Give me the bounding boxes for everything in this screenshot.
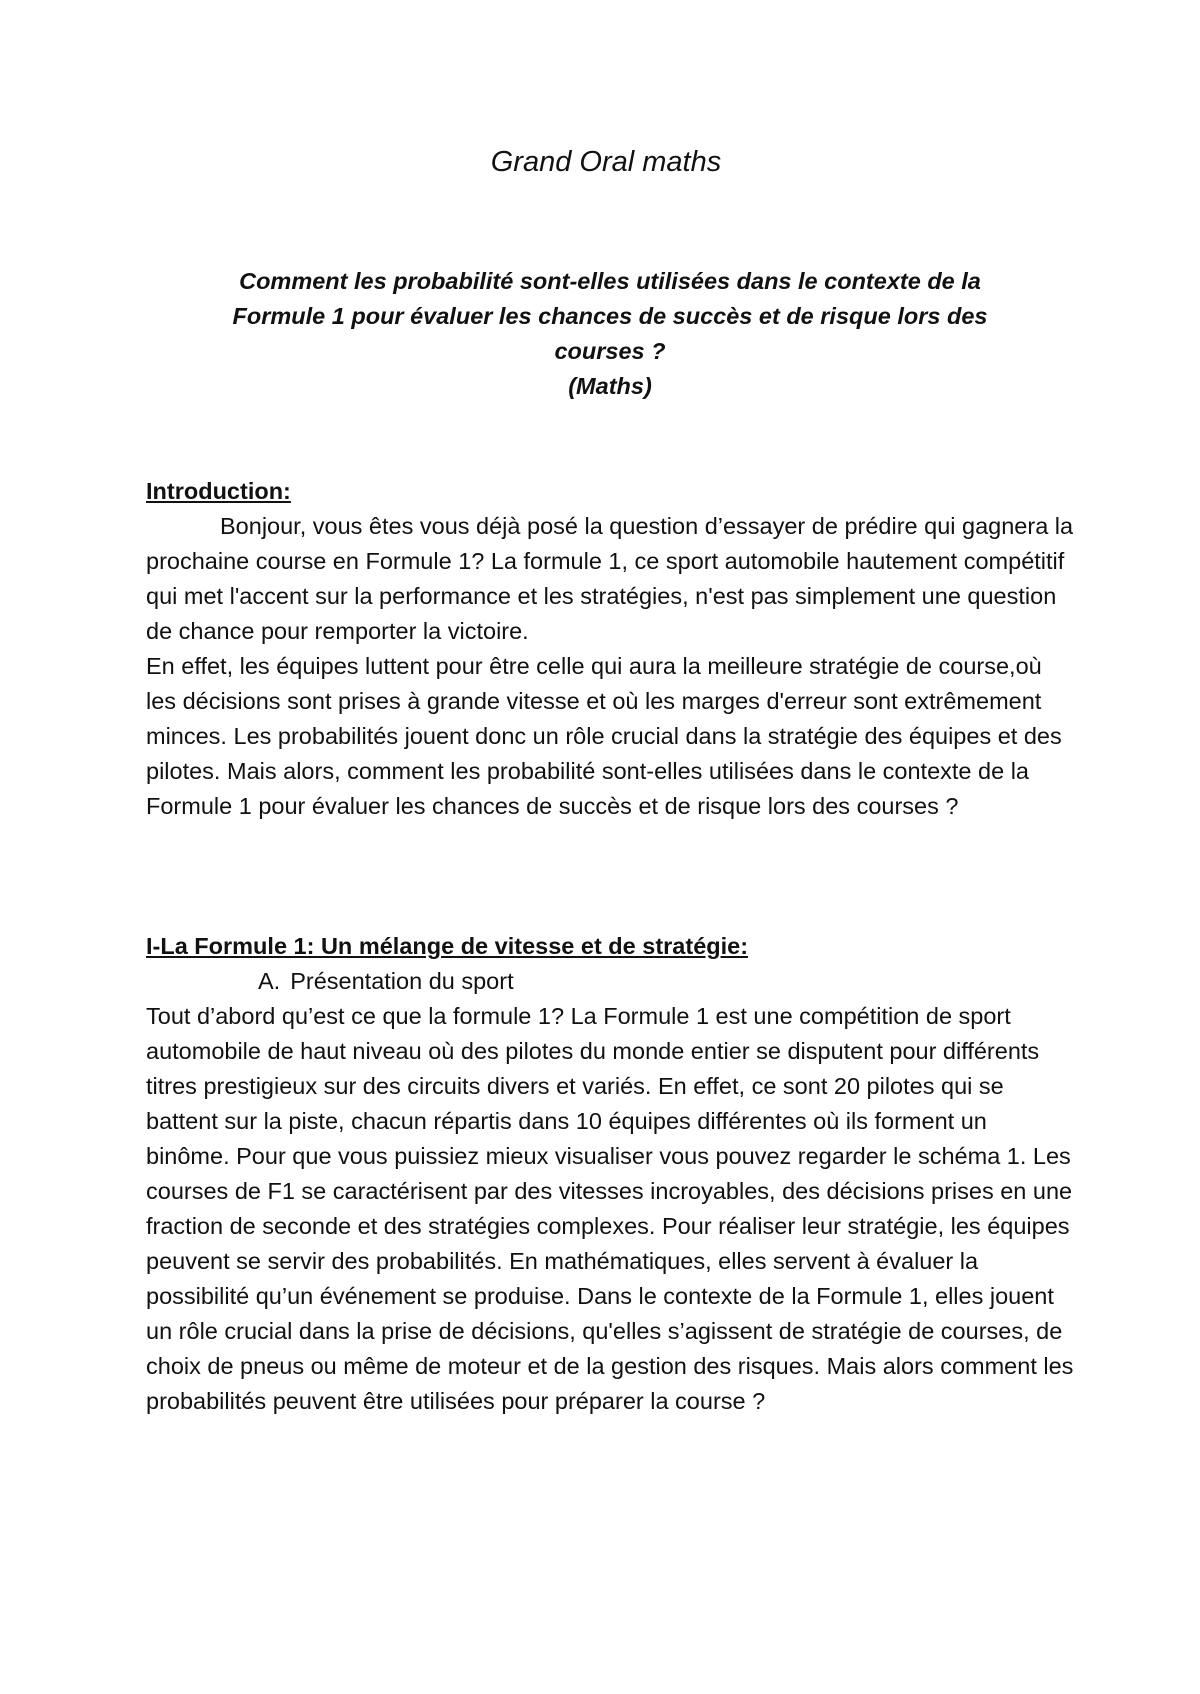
question-line: courses ? xyxy=(554,338,666,364)
question-line: Comment les probabilité sont-elles utilisées dans le contexte de la xyxy=(239,268,981,294)
introduction-section xyxy=(146,474,1076,824)
introduction-heading: Introduction: xyxy=(146,478,291,504)
part1-paragraph: Tout d’abord qu’est ce que la formule 1? La Formule 1 est une compétition de sport automobile de haut niveau où des pilotes du monde entier se disputent pour différents titres prestigieux sur des circuits divers et variés. En effet, ce sont 20 pilotes qui se battent sur la piste, chacun répartis dans 10 équipes différentes où ils forment un binôme. Pour que vous puissiez mieux visualiser vous pouvez regarder le schéma 1. Les courses de F1 se caractérisent par des vitesses incroyables, des décisions prises en une fraction de seconde et des stratégies complexes. Pour réaliser leur stratégie, les équipes peuvent se servir des probabilités. En mathématiques, elles servent à évaluer la possibilité qu’un événement se produise. Dans le contexte de la Formule 1, elles jouent un rôle crucial dans la prise de décisions, qu'elles s’agissent de stratégie de courses, de choix de pneus ou même de moteur et de la gestion des risques. Mais alors comment les probabilités peuvent être utilisées pour préparer la course ? xyxy=(146,1003,1074,1414)
problematic-question xyxy=(170,264,1050,404)
subsection-heading xyxy=(146,964,1076,999)
subsection-marker: A. xyxy=(258,968,281,994)
question-line: Formule 1 pour évaluer les chances de succès et de risque lors des xyxy=(232,303,988,329)
part1-heading: I-La Formule 1: Un mélange de vitesse et de stratégie: xyxy=(146,933,749,959)
document-title: Grand Oral maths xyxy=(490,146,722,178)
part1-section xyxy=(146,929,1076,1419)
introduction-paragraph: Bonjour, vous êtes vous déjà posé la question d’essayer de prédire qui gagnera la prochaine course en Formule 1? La formule 1, ce sport automobile hautement compétitif qui met l'accent sur la performance et les stratégies, n'est pas simplement une question de chance pour remporter la victoire. xyxy=(146,513,1074,644)
question-subject: (Maths) xyxy=(568,373,652,399)
introduction-paragraph: En effet, les équipes luttent pour être celle qui aura la meilleure stratégie de course,où les décisions sont prises à grande vitesse et où les marges d'erreur sont extrêmement minces. Les probabilités jouent donc un rôle crucial dans la stratégie des équipes et des pilotes. Mais alors, comment les probabilité sont-elles utilisées dans le contexte de la Formule 1 pour évaluer les chances de succès et de risque lors des courses ? xyxy=(146,653,1062,819)
subsection-title: Présentation du sport xyxy=(290,968,514,994)
